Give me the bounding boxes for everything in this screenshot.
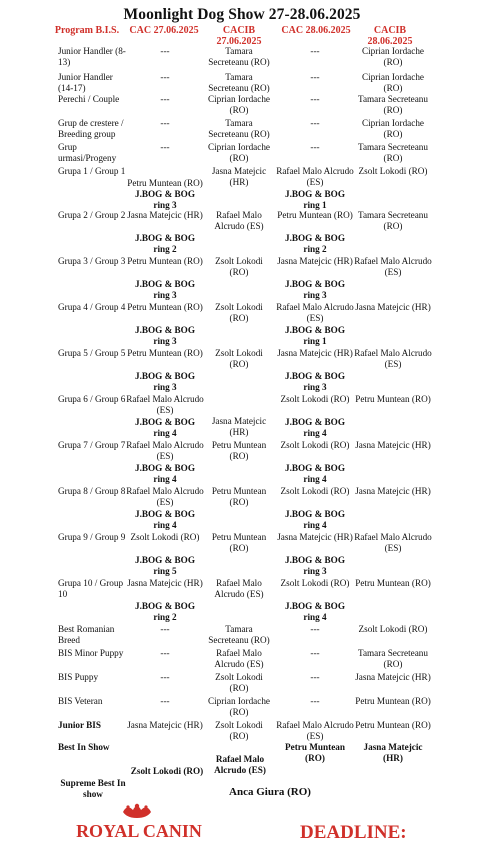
ring-cac28: J.BOG & BOG ring 4 bbox=[285, 417, 345, 439]
cell-cacib28: Ciprian Iordache (RO) bbox=[362, 118, 424, 140]
cell-cacib28: Tamara Secreteanu (RO) bbox=[357, 94, 428, 116]
cell-cac27: --- bbox=[160, 672, 170, 682]
bis-cacib28: Jasna Matejcic (HR) bbox=[363, 742, 423, 764]
header-cacib-28: CACIB 28.06.2025 bbox=[367, 25, 413, 47]
cell-cac28: Zsolt Lokodi (RO) bbox=[280, 394, 350, 404]
cell-cac27: Rafael Malo Alcrudo (ES) bbox=[126, 486, 204, 508]
deadline-label: DEADLINE: bbox=[300, 822, 407, 843]
cell-cacib28: Rafael Malo Alcrudo (ES) bbox=[354, 532, 432, 554]
cell-cac27: Jasna Matejcic (HR) bbox=[127, 720, 203, 730]
row-label: Junior BIS bbox=[58, 720, 101, 730]
ring-cac27: J.BOG & BOG ring 3 bbox=[135, 189, 195, 211]
cell-cac28: --- bbox=[310, 672, 320, 682]
cell-cacib27: Ciprian Iordache (RO) bbox=[208, 94, 270, 116]
cell-cac27: --- bbox=[160, 142, 170, 152]
row-label: Grupa 1 / Group 1 bbox=[58, 166, 126, 176]
bis-cac27: Zsolt Lokodi (RO) bbox=[130, 766, 204, 776]
supreme-judge: Anca Giura (RO) bbox=[229, 786, 311, 798]
cell-cacib28: Petru Muntean (RO) bbox=[355, 578, 431, 588]
cell-cac28: --- bbox=[310, 648, 320, 658]
cell-cac27: Petru Muntean (RO) bbox=[127, 348, 203, 358]
row-label: BIS Minor Puppy bbox=[58, 648, 124, 658]
bis-cac28: Petru Muntean (RO) bbox=[285, 742, 345, 764]
row-label: Best Romanian Breed bbox=[58, 624, 115, 646]
cell-cacib28: Zsolt Lokodi (RO) bbox=[358, 624, 428, 634]
cell-cac27: Petru Muntean (RO) bbox=[127, 178, 203, 188]
cell-cacib27: Petru Muntean (RO) bbox=[211, 486, 267, 508]
ring-cac28: J.BOG & BOG ring 4 bbox=[285, 509, 345, 531]
cell-cacib28: Rafael Malo Alcrudo (ES) bbox=[354, 348, 432, 370]
cell-cacib28: Jasna Matejcic (HR) bbox=[355, 672, 431, 682]
row-label: Grupa 4 / Group 4 bbox=[58, 302, 126, 312]
cell-cacib28: Petru Muntean (RO) bbox=[355, 394, 431, 404]
cell-cac28: Rafael Malo Alcrudo (ES) bbox=[276, 720, 354, 742]
cell-cacib28: Zsolt Lokodi (RO) bbox=[358, 166, 428, 176]
cell-cac27: Rafael Malo Alcrudo (ES) bbox=[126, 440, 204, 462]
row-label: Grup de crestere / Breeding group bbox=[58, 118, 124, 140]
cell-cac27: --- bbox=[160, 118, 170, 128]
cell-cac28: --- bbox=[310, 46, 320, 56]
row-label: Grupa 7 / Group 7 bbox=[58, 440, 126, 450]
cell-cacib27: Zsolt Lokodi (RO) bbox=[215, 348, 263, 370]
cell-cacib27: Rafael Malo Alcrudo (ES) bbox=[214, 578, 264, 600]
cell-cacib27: Tamara Secreteanu (RO) bbox=[208, 624, 270, 646]
row-label: Perechi / Couple bbox=[58, 94, 120, 104]
row-label: Junior Handler (14-17) bbox=[58, 72, 113, 94]
ring-cac27: J.BOG & BOG ring 4 bbox=[135, 463, 195, 485]
royal-canin-logo bbox=[75, 800, 203, 848]
cell-cac28: Zsolt Lokodi (RO) bbox=[280, 486, 350, 496]
cell-cac28: --- bbox=[310, 142, 320, 152]
header-cac-28: CAC 28.06.2025 bbox=[281, 25, 351, 36]
ring-cac27: J.BOG & BOG ring 2 bbox=[135, 233, 195, 255]
ring-cac27: J.BOG & BOG ring 4 bbox=[135, 417, 195, 439]
cell-cacib27: Petru Muntean (RO) bbox=[211, 532, 267, 554]
cell-cac27: --- bbox=[160, 648, 170, 658]
row-label: Junior Handler (8-13) bbox=[58, 46, 126, 68]
bis-cacib27: Rafael Malo Alcrudo (ES) bbox=[214, 754, 266, 776]
cell-cacib27: Zsolt Lokodi (RO) bbox=[215, 256, 263, 278]
ring-cac28: J.BOG & BOG ring 3 bbox=[285, 371, 345, 393]
row-label: Grupa 2 / Group 2 bbox=[58, 210, 126, 220]
row-label: Grupa 9 / Group 9 bbox=[58, 532, 126, 542]
cell-cacib28: Rafael Malo Alcrudo (ES) bbox=[354, 256, 432, 278]
ring-cac28: J.BOG & BOG ring 4 bbox=[285, 463, 345, 485]
supreme-label: Supreme Best In show bbox=[60, 778, 126, 800]
cell-cacib27: Tamara Secreteanu (RO) bbox=[208, 72, 270, 94]
row-label: BIS Puppy bbox=[58, 672, 99, 682]
row-label: Grupa 10 / Group 10 bbox=[58, 578, 124, 600]
ring-cac28: J.BOG & BOG ring 3 bbox=[285, 279, 345, 301]
cell-cac28: --- bbox=[310, 118, 320, 128]
cell-cac28: --- bbox=[310, 624, 320, 634]
row-label: Grupa 5 / Group 5 bbox=[58, 348, 126, 358]
cell-cac27: --- bbox=[160, 46, 170, 56]
row-label: Grupa 6 / Group 6 bbox=[58, 394, 126, 404]
row-label: Grupa 8 / Group 8 bbox=[58, 486, 126, 496]
cell-cac28: Zsolt Lokodi (RO) bbox=[280, 578, 350, 588]
cell-cacib27: Rafael Malo Alcrudo (ES) bbox=[214, 210, 264, 232]
ring-cac28: J.BOG & BOG ring 1 bbox=[285, 325, 345, 347]
ring-cac28: J.BOG & BOG ring 3 bbox=[285, 555, 345, 577]
ring-cac28: J.BOG & BOG ring 2 bbox=[285, 233, 345, 255]
cell-cac27: Rafael Malo Alcrudo (ES) bbox=[126, 394, 204, 416]
cell-cacib28: Tamara Secreteanu (RO) bbox=[357, 648, 428, 670]
cell-cacib28: Petru Muntean (RO) bbox=[355, 696, 431, 706]
row-label: Grup urmasi/Progeny bbox=[58, 142, 117, 164]
bis-label: Best In Show bbox=[58, 742, 110, 752]
cell-cacib27: Rafael Malo Alcrudo (ES) bbox=[214, 648, 264, 670]
cell-cac27: --- bbox=[160, 624, 170, 634]
cell-cacib27: Ciprian Iordache (RO) bbox=[208, 696, 270, 718]
cell-cac27: Zsolt Lokodi (RO) bbox=[130, 532, 200, 542]
cell-cac28: --- bbox=[310, 72, 320, 82]
cell-cac28: Jasna Matejcic (HR) bbox=[277, 256, 353, 266]
cell-cacib28: Jasna Matejcic (HR) bbox=[355, 486, 431, 496]
page-title: Moonlight Dog Show 27-28.06.2025 bbox=[123, 6, 361, 23]
ring-cac27: J.BOG & BOG ring 5 bbox=[135, 555, 195, 577]
cell-cacib28: Tamara Secreteanu (RO) bbox=[357, 210, 428, 232]
cell-cacib28: Jasna Matejcic (HR) bbox=[355, 302, 431, 312]
cell-cacib28: Tamara Secreteanu (RO) bbox=[357, 142, 428, 164]
cell-cac28: Zsolt Lokodi (RO) bbox=[280, 440, 350, 450]
cell-cac27: --- bbox=[160, 696, 170, 706]
cell-cacib27: Tamara Secreteanu (RO) bbox=[208, 118, 270, 140]
row-label: Grupa 3 / Group 3 bbox=[58, 256, 126, 266]
ring-cac27: J.BOG & BOG ring 3 bbox=[135, 325, 195, 347]
cell-cac28: Jasna Matejcic (HR) bbox=[277, 532, 353, 542]
cell-cacib27: Petru Muntean (RO) bbox=[211, 440, 267, 462]
cell-cacib28: Jasna Matejcic (HR) bbox=[355, 440, 431, 450]
cell-cacib27: Tamara Secreteanu (RO) bbox=[208, 46, 270, 68]
cell-cac27: Petru Muntean (RO) bbox=[127, 256, 203, 266]
cell-cac28: Rafael Malo Alcrudo (ES) bbox=[276, 302, 354, 324]
row-label: BIS Veteran bbox=[58, 696, 103, 706]
cell-cac27: Jasna Matejcic (HR) bbox=[127, 578, 203, 588]
cell-cac28: Jasna Matejcic (HR) bbox=[277, 348, 353, 358]
header-program: Program B.I.S. bbox=[54, 25, 120, 36]
cell-cac28: --- bbox=[310, 94, 320, 104]
ring-cac27: J.BOG & BOG ring 3 bbox=[135, 279, 195, 301]
logo-text: ROYAL CANIN bbox=[76, 821, 202, 841]
ring-cac28: J.BOG & BOG ring 1 bbox=[285, 189, 345, 211]
cell-cacib27: Zsolt Lokodi (RO) bbox=[215, 720, 263, 742]
cell-cac27: Jasna Matejcic (HR) bbox=[127, 210, 203, 220]
cell-cacib28: Ciprian Iordache (RO) bbox=[362, 46, 424, 68]
ring-cac27: J.BOG & BOG ring 4 bbox=[135, 509, 195, 531]
cell-cacib27: Jasna Matejcic (HR) bbox=[211, 166, 267, 188]
cell-cac28: Rafael Malo Alcrudo (ES) bbox=[276, 166, 354, 188]
cell-cac27: --- bbox=[160, 72, 170, 82]
cell-cacib28: Petru Muntean (RO) bbox=[355, 720, 431, 730]
cell-cacib27: Zsolt Lokodi (RO) bbox=[215, 672, 263, 694]
ring-cac28: J.BOG & BOG ring 4 bbox=[285, 601, 345, 623]
cell-cac28: --- bbox=[310, 696, 320, 706]
cell-cac27: --- bbox=[160, 94, 170, 104]
crown-icon bbox=[123, 804, 151, 818]
cell-cacib27: Ciprian Iordache (RO) bbox=[208, 142, 270, 164]
header-cac-27: CAC 27.06.2025 bbox=[129, 25, 199, 36]
cell-cacib28: Ciprian Iordache (RO) bbox=[362, 72, 424, 94]
ring-cac27: J.BOG & BOG ring 3 bbox=[135, 371, 195, 393]
ring-cac27: J.BOG & BOG ring 2 bbox=[135, 601, 195, 623]
cell-cac28: Petru Muntean (RO) bbox=[277, 210, 353, 220]
cell-cac27: Petru Muntean (RO) bbox=[127, 302, 203, 312]
cell-cacib27: Jasna Matejcic (HR) bbox=[211, 416, 267, 438]
cell-cacib27: Zsolt Lokodi (RO) bbox=[215, 302, 263, 324]
header-cacib-27: CACIB 27.06.2025 bbox=[216, 25, 262, 47]
